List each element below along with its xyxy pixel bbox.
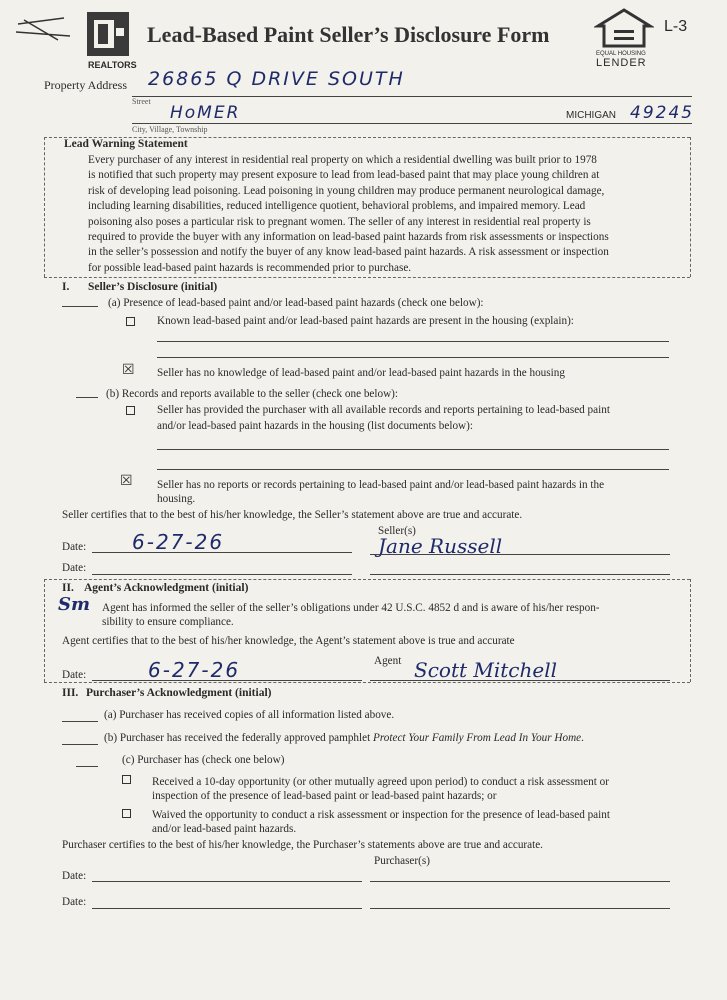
lender-text: LENDER [596,57,647,69]
agent-date-label: Date: [62,669,87,681]
street-value[interactable]: 26865 Q DRIVE SOUTH [148,68,405,90]
purchaser-border-top [44,682,690,683]
seller-b1-checkbox[interactable] [126,406,135,415]
seller-a1-text: Known lead-based paint and/or lead-based paint hazards are present in the housing (explain): [157,315,574,327]
purchaser-c2-checkbox[interactable] [122,809,131,818]
realtor-logo [84,10,137,72]
warning-line: including learning disabilities, reduced intelligence quotient, behavioral problems, and impaired memory. Lead [88,200,586,213]
agent-line-1: Agent has informed the seller of the seller’s obligations under 42 U.S.C. 4852 d and is aware of his/her respon- [102,602,600,614]
seller-heading: Seller’s Disclosure (initial) [88,281,218,293]
purchaser-date-label-2: Date: [62,896,87,908]
warning-heading: Lead Warning Statement [64,138,188,150]
agent-line-2: sibility to ensure compliance. [102,616,234,628]
seller-date-line [92,552,352,553]
purchaser-initial-c-line[interactable] [76,766,98,767]
seller-date-label: Date: [62,541,87,553]
agent-signature[interactable]: Scott Mitchell [414,658,557,682]
agent-date-line [92,680,362,681]
purchaser-date-label: Date: [62,870,87,882]
agent-heading: Agent’s Acknowledgment (initial) [84,582,249,594]
purchaser-c1-checkbox[interactable] [122,775,131,784]
form-title: Lead-Based Paint Seller’s Disclosure Form [147,22,550,47]
seller-date-value[interactable]: 6-27-26 [132,530,225,554]
street-line [132,96,692,97]
city-label: City, Village, Township [132,125,208,134]
purchaser-b-text [104,731,584,746]
seller-initial-a-line[interactable] [62,306,98,307]
pen-scribble-mark [14,14,74,44]
purchaser-c1-text-2: inspection of the presence of lead-based paint or lead-based paint hazards; or [152,790,497,802]
purchasers-label: Purchaser(s) [374,855,430,867]
agent-signature-line [370,680,670,681]
warning-line: poisoning also poses a particular risk to pregnant women. The seller of any interest in residential real property is [88,215,591,228]
property-address-label: Property Address [44,78,127,92]
warning-line: Every purchaser of any interest in residential real property on which a residential dwelling was built prior to 1978 [88,154,597,166]
warning-line: for possible lead-based paint hazards is recommended prior to purchase. [88,261,412,274]
purchaser-certify: Purchaser certifies to the best of his/her knowledge, the Purchaser’s statements above are true and accurate. [62,839,543,851]
agent-border-left [44,579,45,682]
agent-initials[interactable]: Sm [58,594,91,615]
warning-text [88,153,688,276]
purchaser-c-text: (c) Purchaser has (check one below) [122,754,285,766]
purchaser-b-suffix: . [581,732,584,744]
purchaser-heading: Purchaser’s Acknowledgment (initial) [86,687,272,699]
purchaser-initial-b-line[interactable] [62,744,98,745]
equal-housing-logo [594,8,654,70]
state-label: MICHIGAN [566,110,616,121]
seller-border-top [44,277,690,278]
street-label: Street [132,97,151,106]
seller-signature[interactable]: Jane Russell [378,534,503,558]
purchaser-c1-text-1: Received a 10-day opportunity (or other mutually agreed upon period) to conduct a risk assessment or [152,776,610,788]
agent-border-right [690,579,691,682]
warning-line: risk of developing lead poisoning. Lead poisoning in young children may produce permanent neurological damage, [88,184,605,197]
purchaser-c2-text-1: Waived the opportunity to conduct a risk assessment or inspection for the presence of lead-based paint [152,809,610,821]
purchaser-b-prefix: (b) Purchaser has received the federally approved pamphlet [104,732,374,744]
purchaser-date-line[interactable] [92,881,362,882]
seller-a-label: (a) Presence of lead-based paint and/or lead-based paint hazards (check one below): [108,297,484,309]
seller-signature-line [370,554,670,555]
purchaser-num: III. [62,687,79,699]
seller-date-label-2: Date: [62,562,87,574]
warning-line: is notified that such property may present exposure to lead from lead-based paint that may place young children at [88,169,600,182]
seller-b2-checkbox[interactable]: ☒ [120,473,133,489]
seller-a2-checkbox[interactable]: ☒ [122,362,135,378]
purchaser-signature-line[interactable] [370,881,670,882]
warning-border-left [44,137,45,277]
seller-b-label: (b) Records and reports available to the seller (check one below): [106,388,399,400]
seller-b1-text-2: and/or lead-based paint hazards in the housing (list documents below): [157,420,473,432]
seller-a2-text: Seller has no knowledge of lead-based paint and/or lead-based paint hazards in the housing [157,367,565,379]
seller-num: I. [62,281,70,293]
agent-num: II. [62,582,74,594]
sellers-label: Seller(s) [378,525,416,537]
realtor-text: REALTORS [88,60,137,70]
documents-line-1[interactable] [157,449,669,450]
purchaser-signature-line-2[interactable] [370,908,670,909]
seller-initial-b-line[interactable] [76,397,98,398]
seller-a1-checkbox[interactable] [126,317,135,326]
documents-line-2[interactable] [157,469,669,470]
warning-border-right [690,137,691,277]
explain-line-1[interactable] [157,341,669,342]
seller-certify: Seller certifies that to the best of his/her knowledge, the Seller’s statement above are true and accurate. [62,509,523,521]
city-value[interactable]: HoMER [170,103,241,123]
agent-border-top [44,579,690,580]
seller-signature-line-2[interactable] [370,574,670,575]
agent-certify: Agent certifies that to the best of his/her knowledge, the Agent’s statement above is true and accurate [62,635,515,647]
seller-b2-text-2: housing. [157,493,196,505]
purchaser-initial-a-line[interactable] [62,721,98,722]
warning-line: in the seller’s possession and notify the buyer of any know lead-based paint hazards. A risk assessment or inspection [88,246,609,259]
city-line [132,123,692,124]
agent-date-value[interactable]: 6-27-26 [148,658,241,682]
equal-housing-text: EQUAL HOUSING [596,51,646,57]
zip-value[interactable]: 49245 [630,103,695,123]
form-code: L-3 [664,18,688,35]
warning-line: required to provide the buyer with any information on lead-based paint hazards from risk assessments or inspections [88,231,609,244]
seller-b1-text-1: Seller has provided the purchaser with all available records and reports pertaining to lead-based paint [157,404,610,416]
explain-line-2[interactable] [157,357,669,358]
purchaser-date-line-2[interactable] [92,908,362,909]
seller-b2-text-1: Seller has no reports or records pertaining to lead-based paint and/or lead-based paint hazards in the [157,479,605,491]
pamphlet-title: Protect Your Family From Lead In Your Home [373,732,582,744]
purchaser-a-text: (a) Purchaser has received copies of all information listed above. [104,709,395,721]
purchaser-c2-text-2: and/or lead-based paint hazards. [152,823,297,835]
agent-label: Agent [374,655,402,667]
seller-date-line-2[interactable] [92,574,352,575]
